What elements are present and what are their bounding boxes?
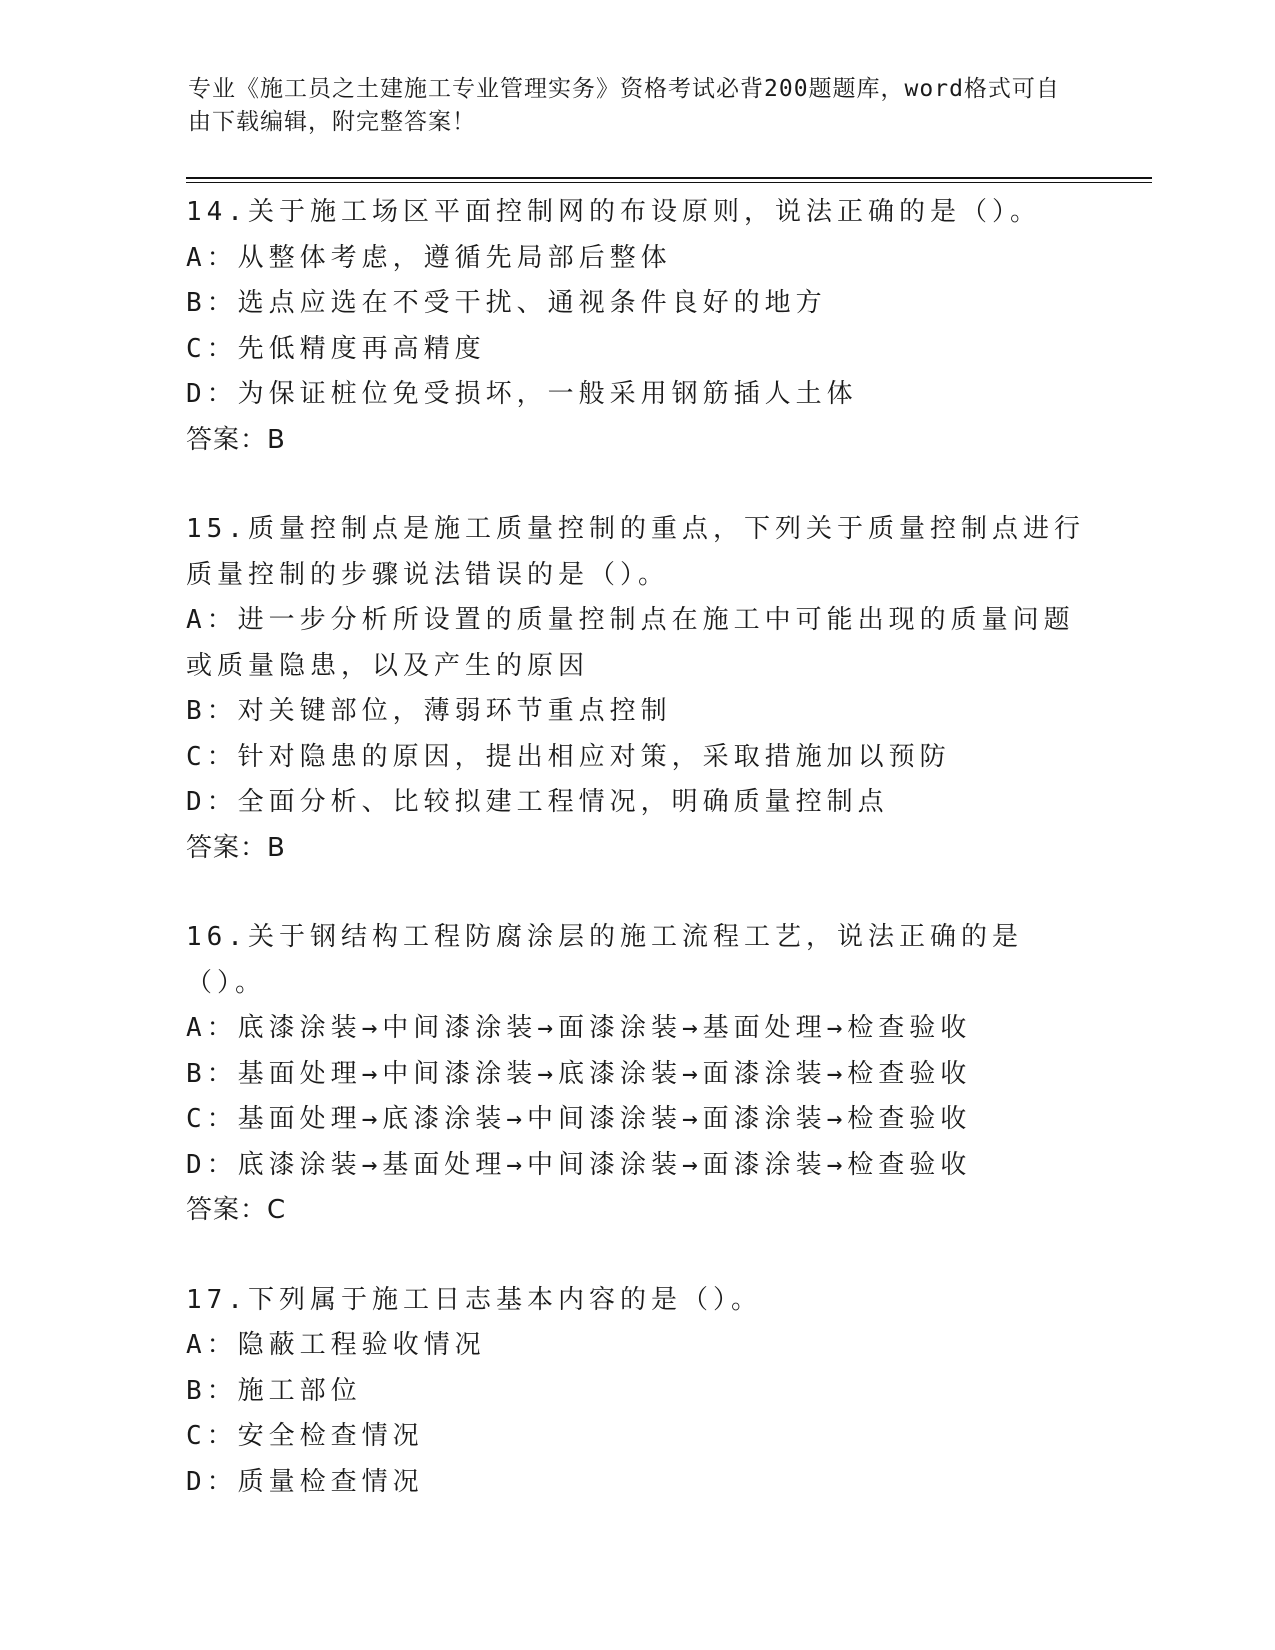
question-14 [186, 190, 1086, 463]
option-b: B：选点应选在不受干扰、通视条件良好的地方 [186, 288, 827, 318]
option-b: B：对关键部位，薄弱环节重点控制 [186, 696, 672, 726]
question-stem: 16.关于钢结构工程防腐涂层的施工流程工艺，说法正确的是（）。 [186, 922, 1023, 998]
option-a: A：底漆涂装→中间漆涂装→面漆涂装→基面处理→检查验收 [186, 1013, 972, 1043]
option-a: A：隐蔽工程验收情况 [186, 1330, 486, 1360]
option-a: A：进一步分析所设置的质量控制点在施工中可能出现的质量问题或质量隐患，以及产生的原因 [186, 605, 1075, 681]
option-d: D：全面分析、比较拟建工程情况，明确质量控制点 [186, 787, 889, 817]
question-stem: 17.下列属于施工日志基本内容的是（）。 [186, 1284, 762, 1315]
option-d: D：为保证桩位免受损坏，一般采用钢筋插人土体 [186, 379, 858, 409]
answer-text: 答案：C [186, 1195, 287, 1225]
header-divider-thin [186, 182, 1152, 183]
option-c: C：针对隐患的原因，提出相应对策，采取措施加以预防 [186, 741, 951, 772]
question-15 [186, 507, 1086, 871]
answer-text: 答案：B [186, 424, 286, 455]
answer-text: 答案：B [186, 832, 286, 863]
question-stem: 14.关于施工场区平面控制网的布设原则，说法正确的是（）。 [186, 197, 1041, 227]
option-d: D：底漆涂装→基面处理→中间漆涂装→面漆涂装→检查验收 [186, 1149, 972, 1180]
question-list [186, 190, 1086, 1549]
option-c: C：先低精度再高精度 [186, 333, 486, 364]
option-b: B：基面处理→中间漆涂装→底漆涂装→面漆涂装→检查验收 [186, 1058, 972, 1089]
question-stem: 15.质量控制点是施工质量控制的重点，下列关于质量控制点进行质量控制的步骤说法错误的是（）。 [186, 514, 1085, 590]
option-a: A：从整体考虑，遵循先局部后整体 [186, 242, 672, 273]
document-header: 专业《施工员之土建施工专业管理实务》资格考试必背200题题库，word格式可自由下载编辑，附完整答案！ [188, 76, 1060, 135]
question-17 [186, 1278, 1086, 1506]
option-d: D：质量检查情况 [186, 1466, 424, 1497]
option-c: C：安全检查情况 [186, 1421, 424, 1451]
option-b: B：施工部位 [186, 1375, 362, 1406]
option-c: C：基面处理→底漆涂装→中间漆涂装→面漆涂装→检查验收 [186, 1104, 972, 1134]
header-divider-thick [186, 177, 1152, 179]
question-16 [186, 915, 1086, 1234]
